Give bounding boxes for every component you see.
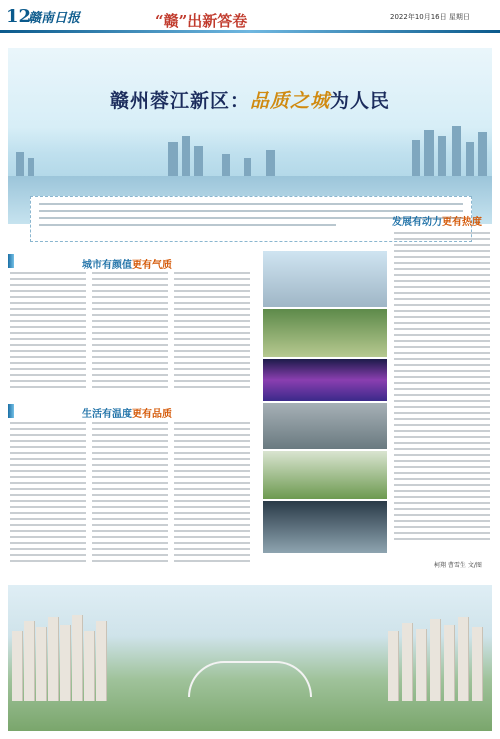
newspaper-name: 赣南日报 [28,11,81,26]
text-column [92,422,168,566]
skatepark-photo [262,250,388,308]
section-marker [8,254,14,268]
section-heading-life: 生活有温度更有品质 [82,409,172,420]
text-column [10,422,86,566]
column-title: “赣”出新答卷 [155,12,248,30]
text-column [394,232,490,544]
section-marker [8,404,14,418]
byline: 柯翔 曹雪生 文/图 [434,562,482,569]
text-column [174,422,250,566]
elderly-care-photo [262,402,388,450]
skyline [8,116,492,176]
industry-photo [262,500,388,554]
fountain-night-photo [262,358,388,402]
text-column [10,272,86,392]
aerial-city-photo [8,585,492,731]
page-number: 12 [6,6,32,27]
headline: 赣州蓉江新区：品质之城为人民 [109,90,391,112]
issue-date: 2022年10月16日 星期日 [390,13,470,21]
square-dance-photo [262,450,388,500]
masthead-rule [0,30,500,33]
text-column [174,272,250,392]
park-photo [262,308,388,358]
section-heading-development: 发展有动力更有热度 [392,217,482,228]
section-heading-city: 城市有颜值更有气质 [82,260,172,271]
text-column [92,272,168,392]
